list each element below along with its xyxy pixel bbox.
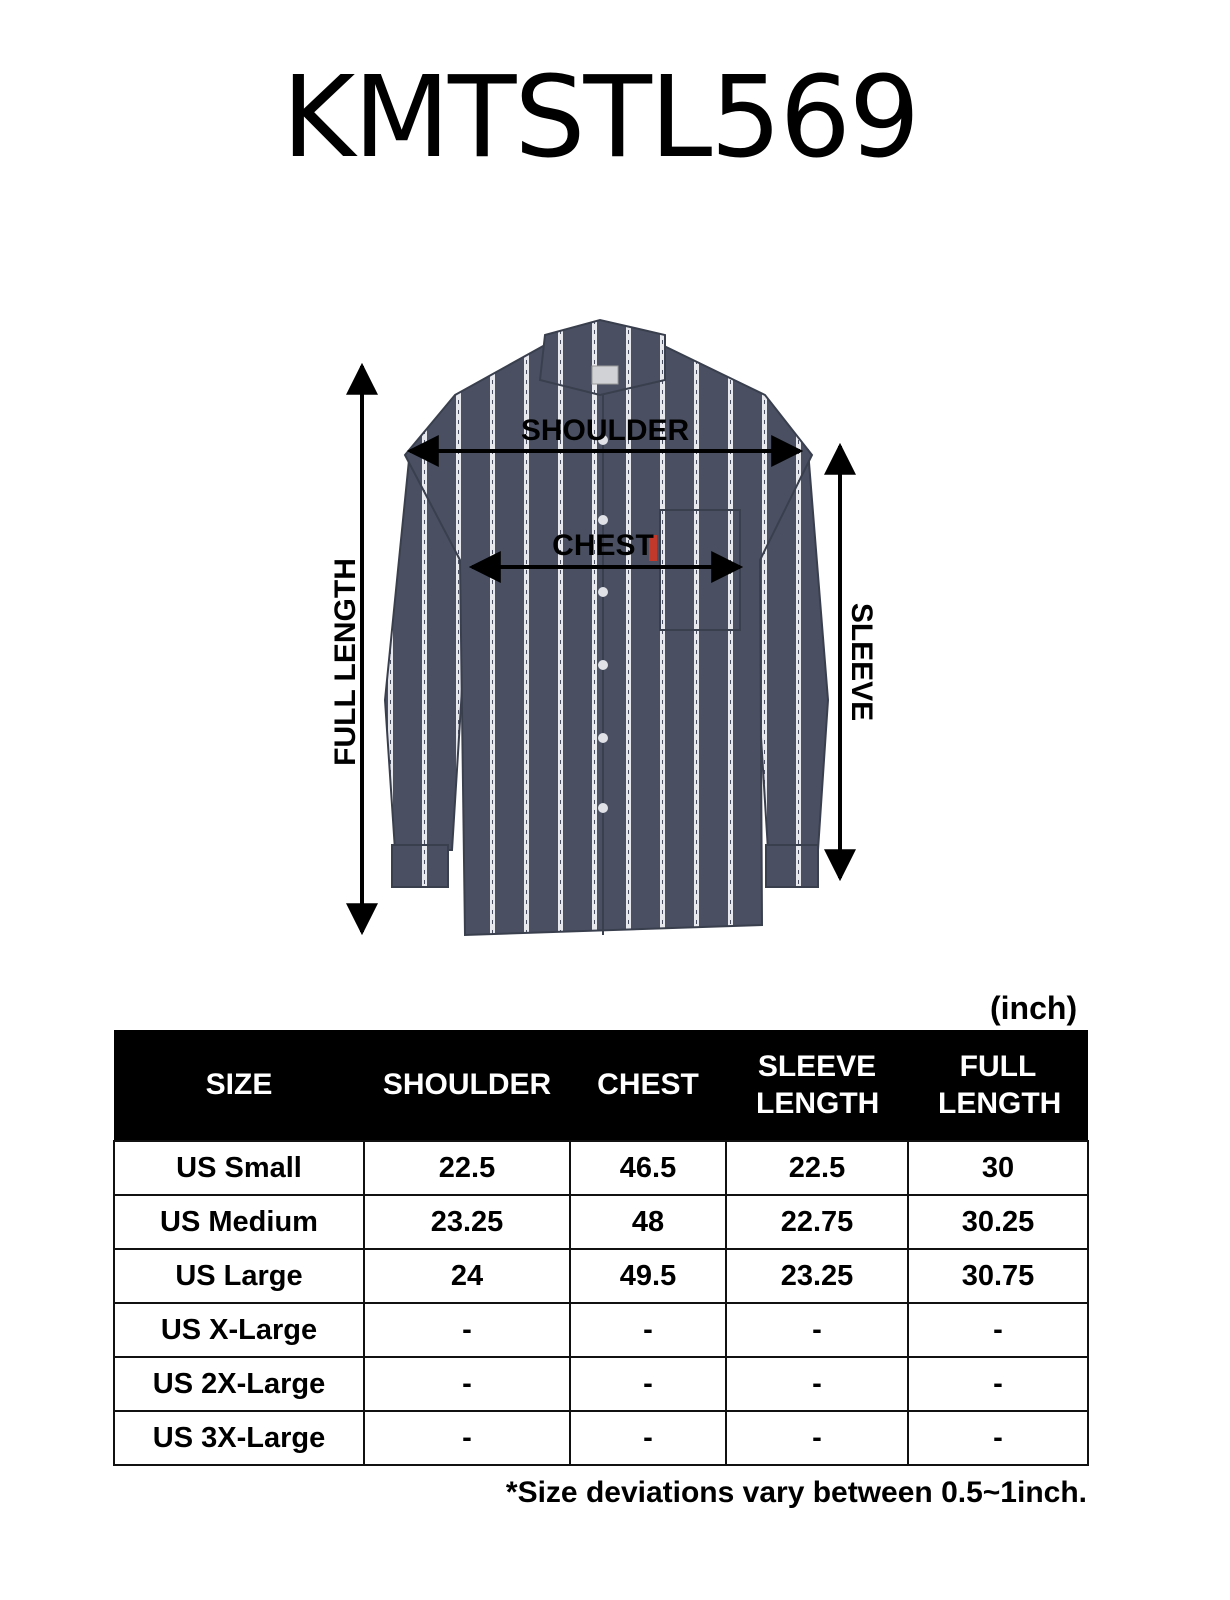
table-cell: 46.5 xyxy=(570,1141,726,1195)
table-cell: 30.75 xyxy=(908,1249,1088,1303)
table-cell: - xyxy=(726,1303,908,1357)
full-length-label: FULL LENGTH xyxy=(329,558,362,766)
table-cell: - xyxy=(364,1357,570,1411)
table-header-row xyxy=(114,1030,1088,1141)
table-cell: 24 xyxy=(364,1249,570,1303)
table-cell: - xyxy=(726,1357,908,1411)
unit-label: (inch) xyxy=(990,990,1078,1026)
size-chart-table xyxy=(113,1030,1089,1466)
table-cell: - xyxy=(570,1303,726,1357)
table-cell: 22.5 xyxy=(726,1141,908,1195)
table-row xyxy=(114,1141,1088,1195)
header-sleeve-length: SLEEVE LENGTH xyxy=(726,1030,908,1141)
table-cell: - xyxy=(364,1411,570,1465)
table-cell: US X-Large xyxy=(114,1303,364,1357)
table-cell: 30.25 xyxy=(908,1195,1088,1249)
table-cell: US Large xyxy=(114,1249,364,1303)
table-cell: US Medium xyxy=(114,1195,364,1249)
table-row xyxy=(114,1303,1088,1357)
table-cell: - xyxy=(908,1357,1088,1411)
table-row xyxy=(114,1249,1088,1303)
chest-label: CHEST xyxy=(552,529,654,562)
header-full-length: FULL LENGTH xyxy=(908,1030,1088,1141)
table-cell: 23.25 xyxy=(364,1195,570,1249)
table-cell: 22.75 xyxy=(726,1195,908,1249)
table-cell: US 3X-Large xyxy=(114,1411,364,1465)
table-cell: 22.5 xyxy=(364,1141,570,1195)
table-cell: 23.25 xyxy=(726,1249,908,1303)
table-cell: - xyxy=(570,1411,726,1465)
table-cell: - xyxy=(726,1411,908,1465)
table-cell: - xyxy=(908,1303,1088,1357)
table-row xyxy=(114,1195,1088,1249)
table-cell: 48 xyxy=(570,1195,726,1249)
sleeve-label: SLEEVE xyxy=(845,602,878,722)
shirt-image xyxy=(385,320,828,935)
table-row xyxy=(114,1411,1088,1465)
table-cell: 30 xyxy=(908,1141,1088,1195)
shoulder-label: SHOULDER xyxy=(520,414,690,447)
table-cell: US Small xyxy=(114,1141,364,1195)
table-cell: 49.5 xyxy=(570,1249,726,1303)
size-deviation-note: *Size deviations vary between 0.5~1inch. xyxy=(505,1476,1087,1509)
table-row xyxy=(114,1357,1088,1411)
table-cell: - xyxy=(908,1411,1088,1465)
table-cell: - xyxy=(364,1303,570,1357)
header-chest: CHEST xyxy=(570,1030,726,1141)
header-shoulder: SHOULDER xyxy=(364,1030,570,1141)
product-code-title: KMTSTL569 xyxy=(281,53,919,183)
header-size: SIZE xyxy=(114,1030,364,1141)
table-cell: - xyxy=(570,1357,726,1411)
table-cell: US 2X-Large xyxy=(114,1357,364,1411)
